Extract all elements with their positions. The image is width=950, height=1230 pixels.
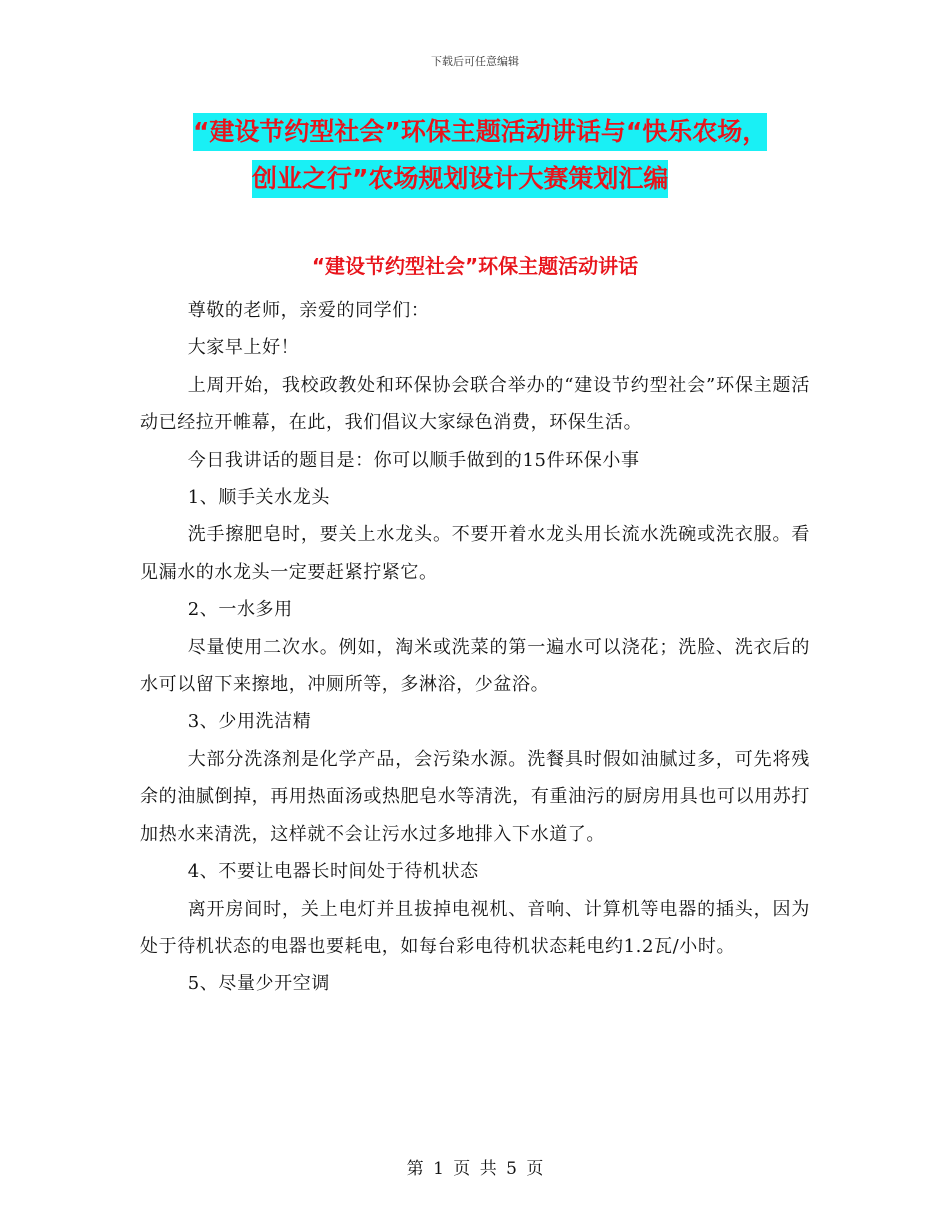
item-heading-2: 2、一水多用: [187, 599, 293, 621]
document-title-line-2: [0, 159, 950, 195]
document-body: [140, 292, 810, 1003]
header-note: 下载后可任意编辑: [431, 55, 519, 68]
item-body-4: 离开房间时，关上电灯并且拔掉电视机、音响、计算机等电器的插头，因为处于待机状态的电器也要耗电，如每台彩电待机状态耗电约1.2瓦/小时。: [140, 898, 810, 957]
item-body-2: 尽量使用二次水。例如，淘米或洗菜的第一遍水可以浇花；洗脸、洗衣后的水可以留下来擦地，冲厕所等，多淋浴，少盆浴。: [140, 636, 810, 696]
item-heading-4: 4、不要让电器长时间处于待机状态: [187, 861, 479, 883]
paragraph-intro: 上周开始，我校政教处和环保协会联合举办的“建设节约型社会”环保主题活动已经拉开帷幕，在此，我们倡议大家绿色消费，环保生活。: [140, 374, 810, 434]
paragraph-morning: 大家早上好！: [187, 337, 300, 359]
paragraph-topic: 今日我讲话的题目是：你可以顺手做到的15件环保小事: [187, 449, 640, 471]
section-title: “建设节约型社会”环保主题活动讲话: [311, 254, 639, 278]
item-heading-3: 3、少用洗洁精: [187, 711, 312, 733]
page-footer: 第 1 页 共 5 页: [406, 1159, 544, 1179]
title-highlight-1: “建设节约型社会”环保主题活动讲话与“快乐农场，: [193, 113, 767, 151]
item-body-3: 大部分洗涤剂是化学产品，会污染水源。洗餐具时假如油腻过多，可先将残余的油腻倒掉，再用热面汤或热肥皂水等清洗，有重油污的厨房用具也可以用苏打加热水来清洗，这样就不会让污水过多地排入下水道了。: [140, 748, 810, 845]
paragraph-greeting: 尊敬的老师，亲爱的同学们：: [187, 300, 430, 321]
item-body-1: 洗手擦肥皂时，要关上水龙头。不要开着水龙头用长流水洗碗或洗衣服。看见漏水的水龙头一定要赶紧拧紧它。: [140, 524, 810, 583]
item-heading-5: 5、尽量少开空调: [187, 973, 330, 995]
title-highlight-2: 创业之行”农场规划设计大赛策划汇编: [252, 160, 668, 198]
document-title-line-1: [0, 112, 950, 148]
item-heading-1: 1、顺手关水龙头: [187, 487, 330, 509]
